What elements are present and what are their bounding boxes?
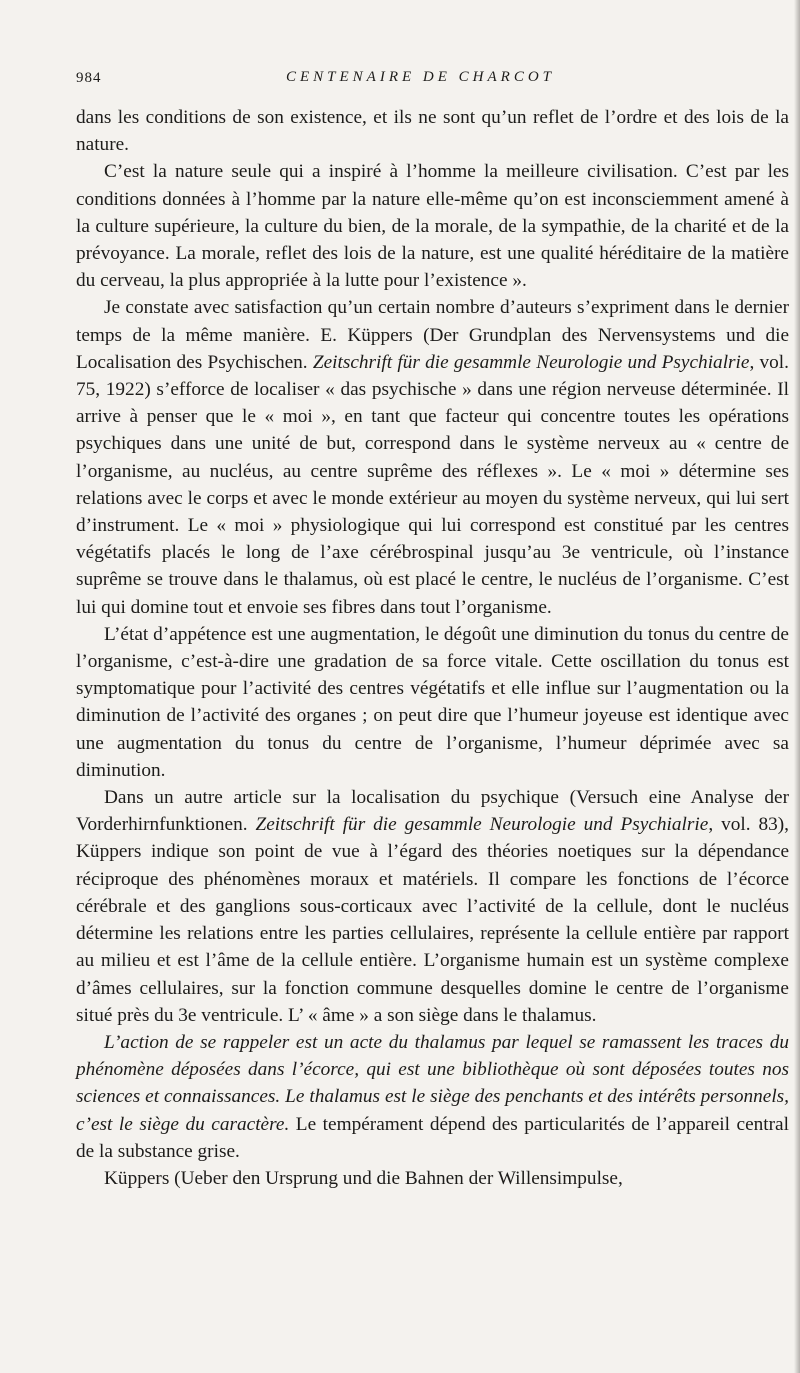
page-edge-shadow xyxy=(794,0,800,1373)
text-run: Küppers (Ueber den Ursprung und die Bahnen der Willensimpulse, xyxy=(104,1167,623,1189)
paragraph-p3 xyxy=(76,294,789,620)
paragraph-p6 xyxy=(76,1029,789,1165)
text-run: Je constate avec satisfaction qu’un certain nombre d’auteurs s’expriment dans le dernier temps de la même manière. E. Küppers (Der Grundplan des Nervensystems und die Localisation des Psychischen. xyxy=(76,297,789,373)
paragraph-p5 xyxy=(76,784,789,1029)
paragraph-p7 xyxy=(76,1165,789,1192)
page-number: 984 xyxy=(76,70,102,86)
text-run: dans les conditions de son existence, et ils ne sont qu’un reflet de l’ordre et des lois de la nature. xyxy=(76,107,789,156)
text-run: Dans un autre article sur la localisation du psychique (Versuch eine Analyse der Vorderhirnfunktionen. xyxy=(76,787,789,836)
running-title: CENTENAIRE DE CHARCOT xyxy=(286,69,556,85)
paragraph-p2 xyxy=(76,158,789,294)
paragraph-p4 xyxy=(76,621,789,784)
text-run: C’est la nature seule qui a inspiré à l’homme la meilleure civilisation. C’est par les conditions données à l’homme par la nature elle-même qu’on est inconsciemment amené à la culture supérieure, la culture du bien, de la morale, de la sympathie, de la charité et de la prévoyance. La morale, reflet des lois de la nature, est une qualité héréditaire de la matière du cerveau, la plus appropriée à la lutte pour l’existence ». xyxy=(76,161,789,292)
italic-text: L’action de se rappeler est un acte du thalamus par lequel se ramassent les traces du phénomène déposées dans l’écorce, qui est une bibliothèque où sont déposées toutes nos sciences et connaissances. Le thalamus est le siège des penchants et des intérêts personnels, c’est le siège du caractère. xyxy=(76,1031,789,1135)
italic-text: Zeitschrift für die gesammle Neurologie und Psychialrie xyxy=(255,814,709,836)
paragraph-p1 xyxy=(76,104,789,158)
text-run: L’état d’appétence est une augmentation, le dégoût une diminution du tonus du centre de l’organisme, c’est-à-dire une gradation de sa force vitale. Cette oscillation du tonus est symptomatique pour l’activité des centres végétatifs et elle influe sur l’augmentation ou la diminution de l’activité des organes ; on peut dire que l’humeur joyeuse est identique avec une augmentation du tonus du centre de l’organisme, l’humeur déprimée avec sa diminution. xyxy=(76,623,789,781)
running-header xyxy=(76,68,792,94)
text-run: , vol. 75, 1922) s’efforce de localiser « das psychische » dans une région nerveuse déterminée. Il arrive à penser que le « moi », en tant que facteur qui concentre toutes les opérations psychiques dans une unité de but, correspond dans le système nerveux au « centre de l’organisme, au nucléus, au centre suprême des réflexes ». Le « moi » détermine ses relations avec le corps et avec le monde extérieur au moyen du système nerveux, qui lui sert d’instrument. Le « moi » physiologique qui lui correspond est constitué par les centres végétatifs placés le long de l’axe cérébrospinal jusqu’au 3e ventricule, où l’instance suprême se trouve dans le thalamus, où est placé le centre, le nucléus de l’organisme. C’est lui qui domine tout et envoie ses fibres dans tout l’organisme. xyxy=(76,351,789,618)
text-run: , vol. 83), Küppers indique son point de vue à l’égard des théories noetiques sur la dépendance réciproque des phénomènes moraux et matériels. Il compare les fonctions de l’écorce cérébrale et des ganglions sous-corticaux avec l’activité de la cellule, dont le nucléus détermine les relations entre les parties cellulaires, représente la cellule entière par rapport au milieu et est l’âme de la cellule entière. L’organisme humain est un système complexe d’âmes cellulaires, sur la fonction commune desquelles domine le centre de l’organisme situé près du 3e ventricule. L’ « âme » a son siège dans le thalamus. xyxy=(76,814,789,1026)
italic-text: Zeitschrift für die gesammle Neurologie und Psychialrie xyxy=(312,351,750,373)
text-run: Le tempérament dépend des particularités de l’appareil central de la substance grise. xyxy=(76,1113,789,1162)
body-text xyxy=(76,104,789,1192)
